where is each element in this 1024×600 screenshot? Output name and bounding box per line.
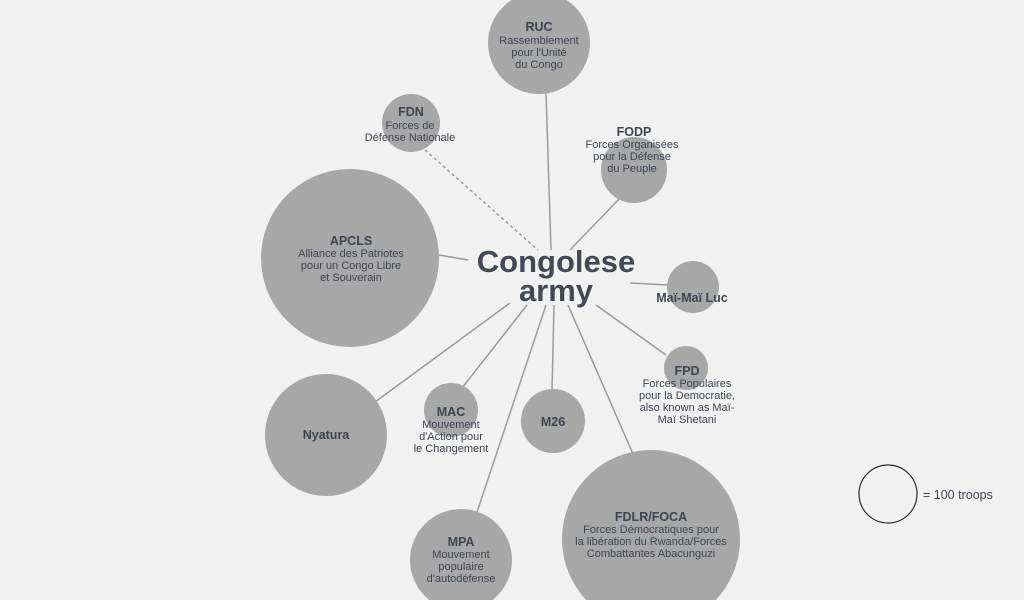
apcls-acronym: APCLS <box>329 234 373 248</box>
m26-acronym: M26 <box>540 415 566 429</box>
fpd-description-line-4: Maï Shetani <box>657 414 717 426</box>
apcls-description-line-2: pour un Congo Libre <box>300 260 402 272</box>
ruc-description-line-3: du Congo <box>515 59 563 71</box>
mpa-description-line-1: Mouvement <box>432 549 490 561</box>
link-m26 <box>552 305 554 390</box>
link-mai-mai-luc <box>630 283 668 285</box>
mac-description-line-2: d'Action pour <box>419 431 483 443</box>
fdlr-foca-description-line-1: Forces Démocratiques pour <box>583 524 719 536</box>
mai-mai-luc-circle <box>667 261 719 313</box>
link-apcls <box>439 255 468 260</box>
fpd-description-line-3: also known as Maï- <box>639 402 735 414</box>
fdn-description-line-1: Forces de <box>385 120 435 132</box>
fdlr-foca-description-line-2: la libération du Rwanda/Forces <box>575 536 727 548</box>
nyatura-acronym: Nyatura <box>302 428 350 442</box>
mpa-acronym: MPA <box>447 535 475 549</box>
fodp-description-line-3: du Peuple <box>607 163 657 175</box>
fdlr-foca-acronym: FDLR/FOCA <box>614 510 688 524</box>
fodp-description-line-2: pour la Défense <box>593 151 671 163</box>
legend-scale-circle <box>859 465 917 523</box>
fodp-description-line-1: Forces Organisées <box>585 139 679 151</box>
ruc-description-line-2: pour l'Unité <box>511 47 567 59</box>
fpd-description <box>639 378 735 426</box>
ruc-description-line-1: Rassemblement <box>499 35 579 47</box>
mac-description-line-1: Mouvement <box>422 419 480 431</box>
mpa-description-line-2: populaire <box>438 561 484 573</box>
fodp-acronym: FODP <box>616 125 652 139</box>
legend <box>859 465 993 523</box>
fpd-acronym: FPD <box>674 364 700 378</box>
fdn-description <box>365 120 456 144</box>
ruc-acronym: RUC <box>525 20 553 34</box>
link-fdn <box>425 150 538 250</box>
center-label-line2: army <box>518 273 594 308</box>
fdn-description-line-2: Défense Nationale <box>364 132 456 144</box>
link-fpd <box>596 305 666 355</box>
mac-description <box>414 419 489 455</box>
fpd-description-line-2: pour la Democratie, <box>639 390 735 402</box>
legend-label: = 100 troops <box>923 488 993 502</box>
mac-acronym: MAC <box>436 405 466 419</box>
link-mac <box>462 305 527 388</box>
center-label-line1: Congolese <box>476 244 636 279</box>
link-ruc <box>546 92 551 250</box>
fdn-acronym: FDN <box>398 105 424 119</box>
fdlr-foca-description <box>575 524 727 560</box>
mac-description-line-3: le Changement <box>413 443 489 455</box>
apcls-description-line-1: Alliance des Patriotes <box>298 248 404 260</box>
fpd-description-line-1: Forces Populaires <box>642 378 732 390</box>
apcls-description-line-3: et Souverain <box>320 272 382 284</box>
mpa-description-line-3: d'autodéfense <box>426 573 496 585</box>
mai-mai-luc-acronym: Maï-Maï Luc <box>656 291 728 305</box>
link-fodp <box>570 198 620 250</box>
fdlr-foca-description-line-3: Combattantes Abacunguzi <box>586 548 716 560</box>
